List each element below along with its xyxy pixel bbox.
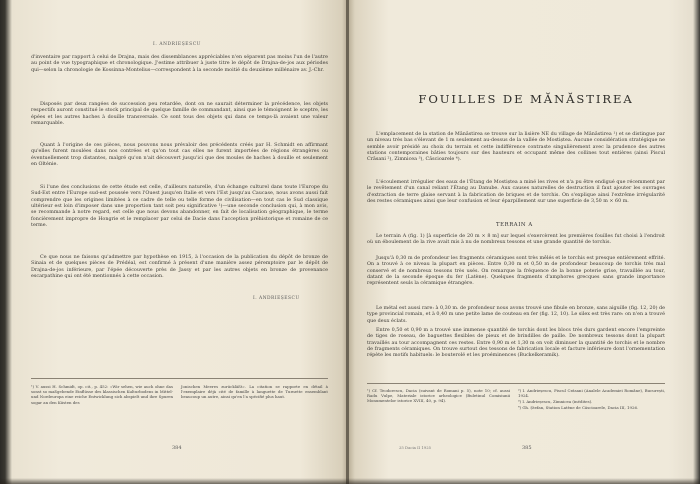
paragraph: [367, 179, 665, 204]
printer-signature-mark: 25 Dacia II 1925: [399, 445, 432, 450]
footnote-rule: [367, 383, 665, 384]
paragraph: [367, 327, 665, 359]
paragraph-text: Le terrain A (fig. 1) [à superficie de 20 m × 8 m] sur lequel s'exercèrent les premières fouilles fut choisi à l'endroit où un éboulement de la rive avait mis à nu de nombreux tessons et une grande quantité de torchis.: [367, 233, 665, 246]
paragraph: [31, 184, 328, 228]
paragraph-text: L'emplacement de la station de Mănăstirea se trouve sur la lisière NE du village de Mănăstirea ¹) et se distingue par un niveau très bas s'élevant de 1 m seulement au-dessus de la vallée de Mostiștea. Aucune considération stratégique ne semble avoir présidé au choix du terrain et cette indifférence contraste singulièrement avec la prudence des autres stations contemporaines bâties toujours sur des hauteurs et occupant même des collines tout entières (ainsi Piscul Crăsani ²), Zimnicea ³), Căscioarele ⁴).: [367, 131, 665, 163]
running-head: I. ANDRIEȘESCU: [153, 42, 201, 47]
paragraph-text: d'inventaire par rapport à celui de Drajna, mais des dissemblances appréciables n'en séparent pas moins l'un de l'autre au point de vue typographique et chronologique. J'estime attribuer à juste titre le dépôt de Drajna-de-jos aux périodes qui—selon la chronologie de Kossinna-Montelius—correspondent à la seconde moitié du deuxième millénaire av. J.-Chr.: [31, 54, 328, 73]
article-title: FOUILLES DE MĂNĂSTIREA: [418, 92, 634, 106]
footnote: ¹) Cf. Teodorescu, Dacia (suivant de Romani p. 5), note 10; cf. aussi Radu Vulpe, Materiale istorice arheologice (Buletinul Comisiunii Monumentelor istorice XVIII, 40, p. 94).: [367, 388, 510, 404]
footnote-rule: [31, 378, 328, 379]
paragraph: [367, 305, 665, 324]
page-number: 385: [522, 445, 532, 451]
footnote: ²) I. Andrieșescu, Piscul Crăsani (Analele Academiei Române), București, 1924.: [518, 388, 665, 399]
paragraph-text: Quant à l'origine de ces pièces, nous pouvons nous prévaloir des précédents créés par H. Schmidt en affirmant qu'elles furent moulées dans nos contrées et qu'on tout cas elles ne furent importées de régions étrangères ou éventuellement trop distantes, malgré qu'on n'ait découvert jusqu'ici que des moules de haches à douille et seulement en Olténie.: [31, 142, 328, 168]
paragraph: [367, 233, 665, 246]
paragraph: [31, 101, 328, 126]
paragraph-text: Ce que nous ne faisons qu'admettre par hypothèse en 1915, à l'occasion de la publication du dépôt de bronze de Sinaia et de quelques pièces de Prédéal, est confirmé à présent d'une manière assez péremptoire par le dépôt de Drajna-de-jos inférieure, par l'épée découverte près de Jassy et par les autres objets en bronze de provenance escarpathine qui ont été mentionnés à cette occasion.: [31, 254, 328, 280]
paragraph-text: L'écoulement irrégulier des eaux de l'Étang de Mostiștea a miné les rives et n'a pu être endigué que récemment par le revêtement d'un canal reliant l'Étang au Danube. Aux causes naturelles de destruction il faut ajouter les ouvrages d'extraction de terre glaise servant à la fabrication de briques et de torchis. On s'explique ainsi l'extrême irrégularité des restes céramiques ainsi que leur confusion et leur éparpillement sur une superficie de 3,50 m × 60 m.: [367, 179, 665, 205]
paragraph: [31, 54, 328, 73]
paragraph-text: Disposés par deux rangées de succession peu retardée, dont on ne saurait déterminer la précédence, les objets respectifs auront constitué le stock principal de quelque famille de commandant, ainsi que le témoignent le sceptre, les épées et les autres haches à douille transversale. Ce sont tous des objets qui dans ce temps-là avaient une valeur remarquable.: [31, 101, 328, 127]
left-page: [0, 0, 347, 484]
paragraph: [31, 254, 328, 279]
footnote: Jonischen Meeres zurückläßt». La citation se rapporte en détail à l'exemplaire déjà cité de famille à languette de Turnette ensemblant beaucoup un autre, ainsi qu'en l'a spécifié plus haut.: [181, 384, 328, 400]
paragraph-text: Le métal est aussi rare: à 0,30 m. de profondeur nous avons trouvé une fibule en bronze, sans aiguille (fig. 12, 20) de type provincial romain, et à 0,40 m une petite lame de couteau en fer (fig. 12, 10). Le silex est très rare: on n'en a trouvé que deux éclats.: [367, 305, 665, 324]
page-number: 384: [172, 445, 182, 451]
footnote: ⁴) Gh. Ștefan, Station Latène de Căscioarele, Dacia III, 1926.: [518, 405, 639, 410]
paragraph-text: Entre 0,50 et 0,90 m a trouvé une immense quantité de torchis dont les blocs très durs gardent encore l'empreinte de tiges de roseau, de baguettes flexibles de pieux et de brindilles de paille. De nombreux tessons dont la plupart travaillés au tour accompagnent ces restes. Entre 0,90 m et 1,30 m on voit diminuer la quantité de torchis et le nombre de fragments céramiques. On trouve surtout des tessons de fabrication locale et facture inférieure dont l'ornementation répète les motifs habituels: le bouterolé et les proéminences (Buckelkeramik).: [367, 327, 665, 359]
page-edge-shadow: [0, 478, 700, 484]
footnote: ³) I. Andrieșescu, Zimnicea (inédites).: [518, 399, 593, 404]
footnote: ¹) V. aussi H. Schmidt, op. cit., p. 452: «Wir sehen, wie auch ohne das sonst so maßgebende Einflüsse des klassischen Kulturbodens in Mittel- und Nordeuropa eine reiche Entwicklung sich abspielt und ihre Spuren sogar an den Küsten des: [31, 384, 173, 405]
paragraph: [367, 131, 665, 163]
paragraph: [31, 142, 328, 167]
author-signature: I. ANDRIEȘESCU: [253, 296, 300, 301]
paragraph-text: Jusqu'à 0,30 m de profondeur les fragments céramiques sont très mêlés et le torchis est presque entièrement effrité. On a trouvé à ce niveau la plupart en pièces. Entre 0,30 m et 0,50 m de profondeur beaucoup de torchis très mal conservé et de nombreux tessons très usés. On remarque la fréquence de la bonne poterie grise, travaillée au tour, datant de la seconde époque du fer (Latène). Quelques fragments d'amphores grecques sans grande importance représentent seuls la céramique étrangère.: [367, 255, 665, 287]
paragraph-text: Si l'une des conclusions de cette étude est celle, d'ailleurs naturelle, d'un échange culturel dans toute l'Europe du Sud-Est entre l'Europe sud-est poussée vers l'Ouest jusqu'en Italie et vers l'Est jusqu'au Caucase, nous avons aussi fait comprendre que les origines limitées à ce cadre de telle ou telle forme de civilisation—en tout cas le Sud classique ultérieur est loin d'imposer dans une proportion tant soit peu significative ¹)—une seconde conclusion qui, à mon avis, se recommande à notre regard, est celle que nous devons abandonner, en fait de localisation géographique, le terme foncièrement impropre de Hongrie et le remplacer par celui de Dacie dans l'acception préhistorique et romaine de ce terme.: [31, 184, 328, 229]
section-heading: TERRAIN A: [496, 222, 533, 228]
paragraph: [367, 255, 665, 287]
